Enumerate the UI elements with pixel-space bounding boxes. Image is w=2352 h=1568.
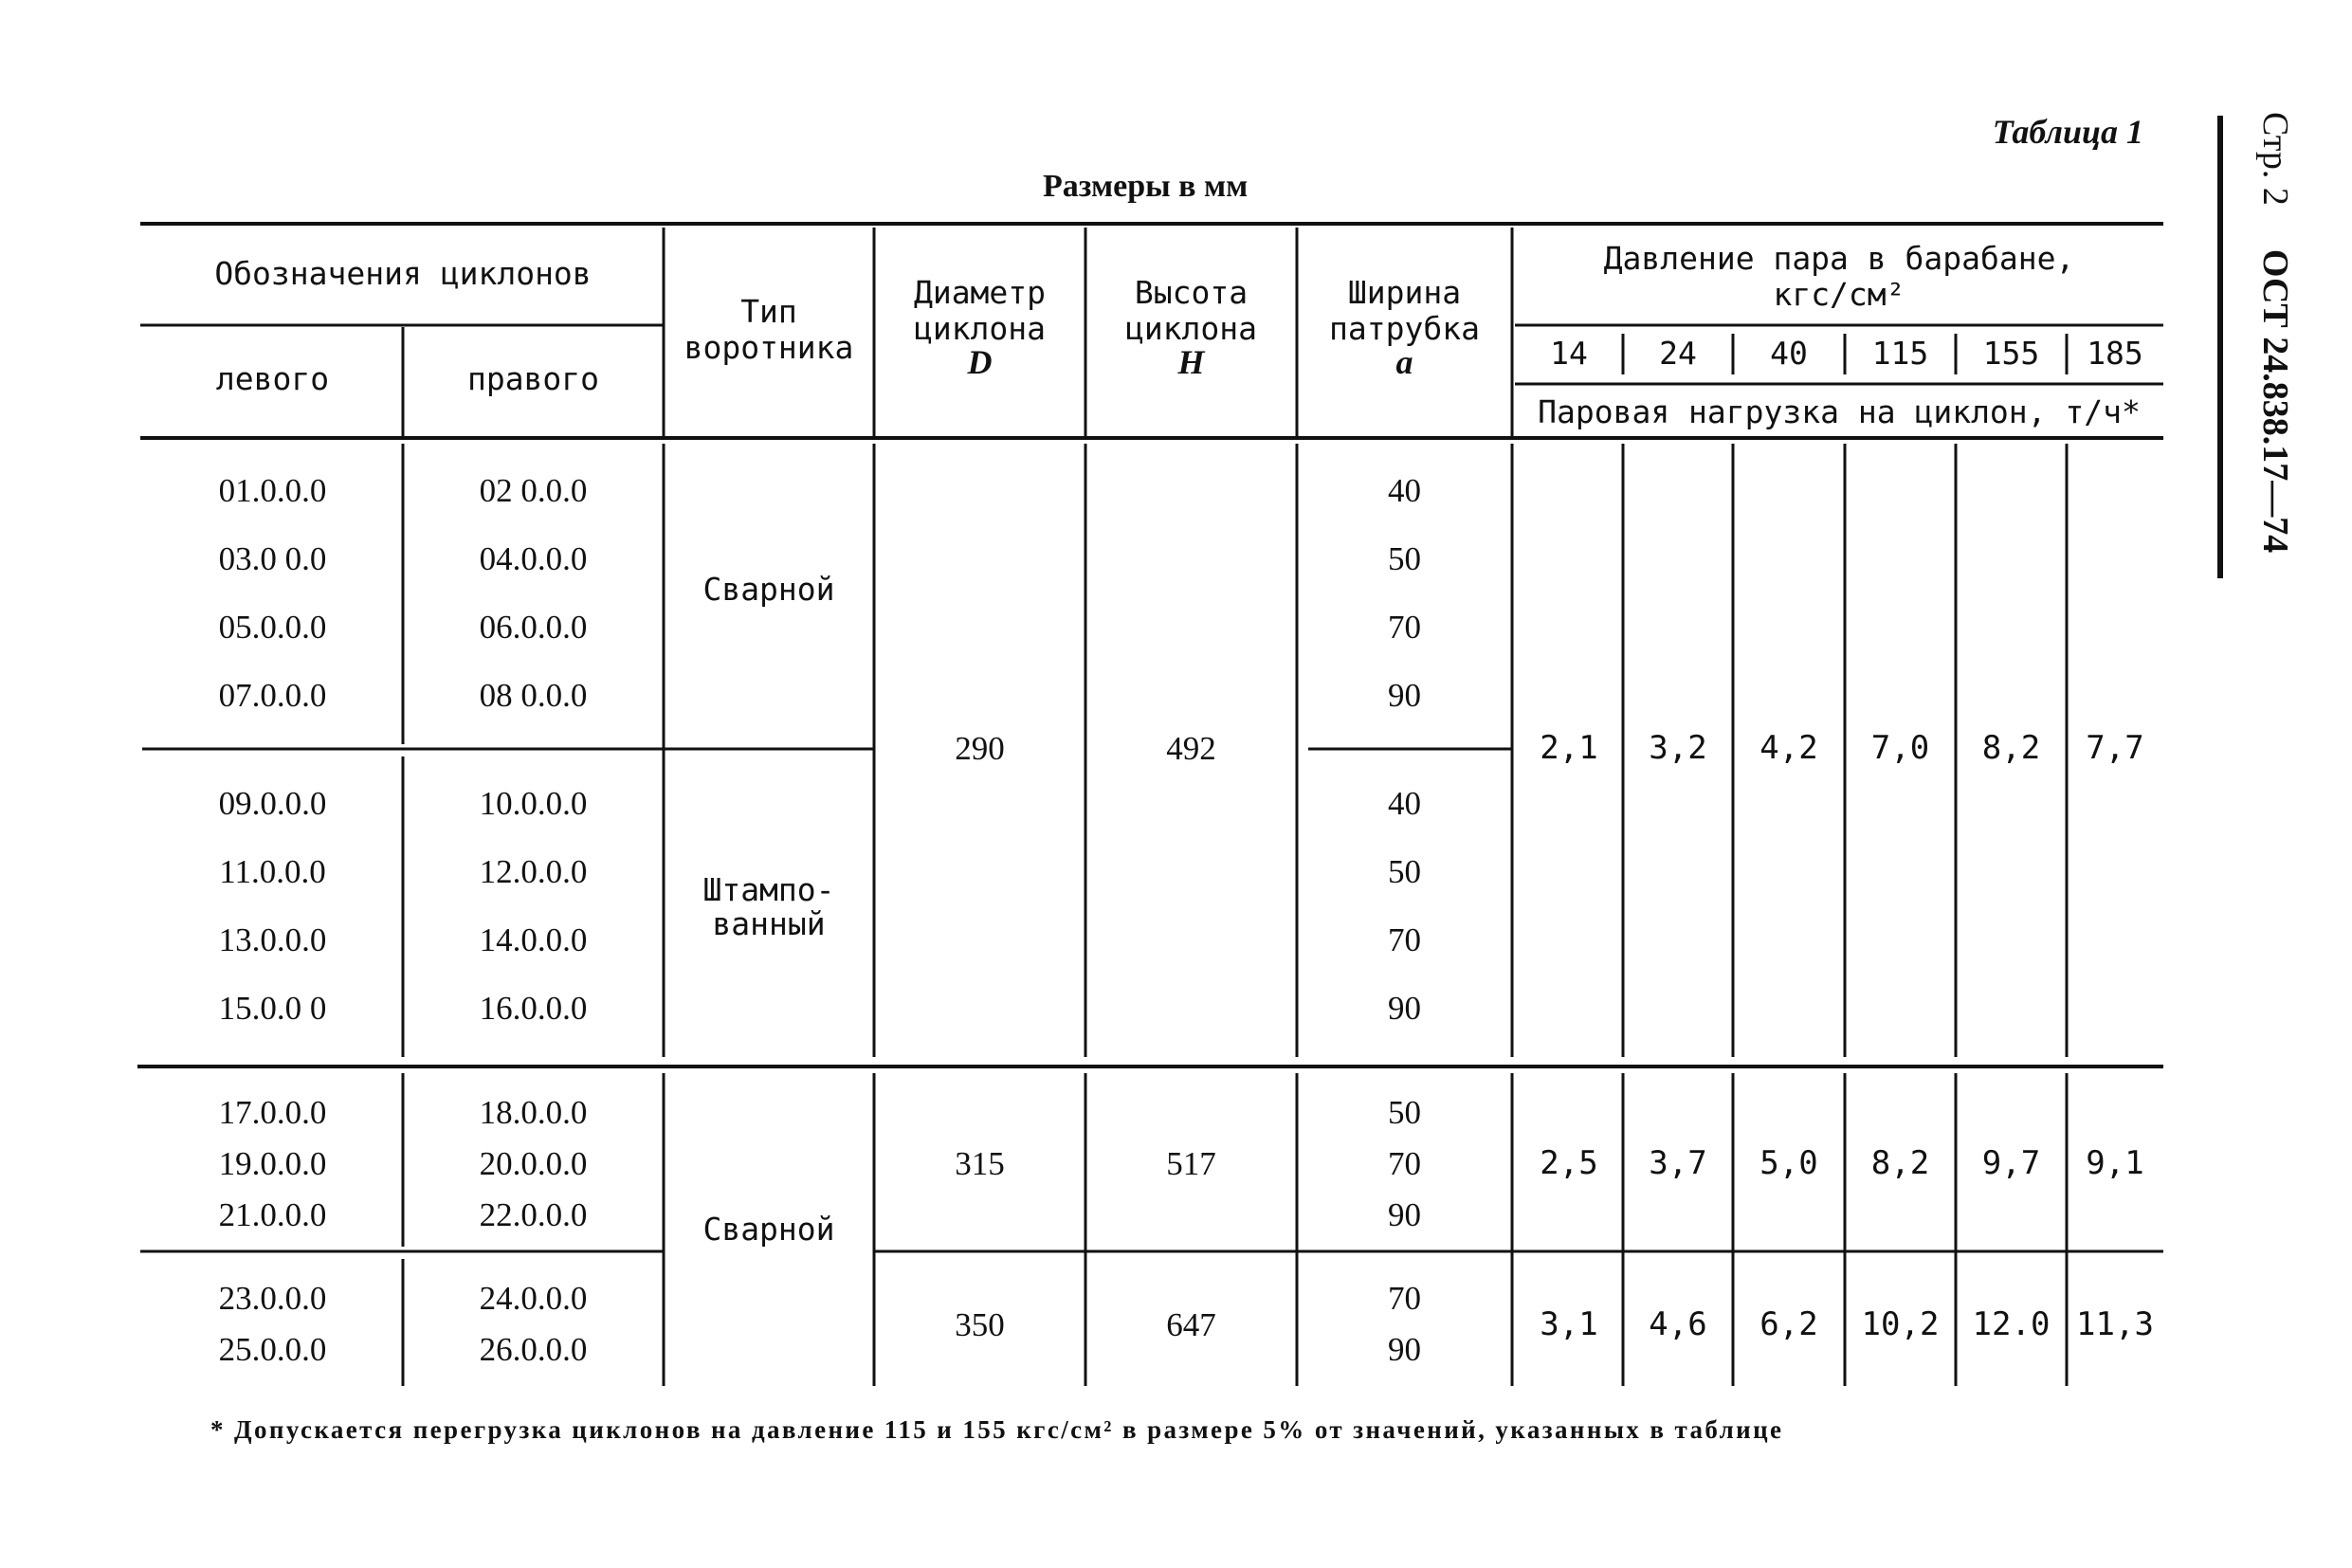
diameter-value: 290 <box>955 730 1005 767</box>
height-value: 492 <box>1166 730 1216 767</box>
right-designation: 06.0.0.0 <box>479 609 588 646</box>
collar-type: Сварной <box>702 571 835 608</box>
left-designation: 23.0.0.0 <box>218 1280 327 1317</box>
width-value: 70 <box>1388 609 1421 646</box>
left-designation: 15.0.0 0 <box>218 990 327 1027</box>
load-value: 10,2 <box>1861 1305 1940 1343</box>
diameter-value: 315 <box>955 1145 1005 1182</box>
left-designation: 13.0.0.0 <box>218 921 327 958</box>
right-designation: 26.0.0.0 <box>479 1331 588 1368</box>
left-designation: 03.0 0.0 <box>218 540 327 577</box>
header-designations: Обозначения циклонов <box>214 255 592 292</box>
width-value: 90 <box>1388 1331 1421 1368</box>
load-value: 5,0 <box>1759 1144 1818 1182</box>
width-value: 90 <box>1388 677 1421 714</box>
load-value: 7,7 <box>2086 729 2144 767</box>
width-value: 50 <box>1388 1094 1421 1131</box>
load-value: 8,2 <box>1981 729 2041 767</box>
right-designation: 10.0.0.0 <box>479 785 588 822</box>
pressure-24: 24 <box>1659 335 1697 372</box>
right-designation: 16.0.0.0 <box>479 990 588 1027</box>
left-designation: 09.0.0.0 <box>218 785 327 822</box>
width-value: 40 <box>1388 785 1421 822</box>
header-pressure-line1: Давление пара в барабане, <box>1603 240 2075 277</box>
left-designation: 17.0.0.0 <box>218 1094 327 1131</box>
width-value: 90 <box>1388 990 1421 1027</box>
right-designation: 18.0.0.0 <box>479 1094 588 1131</box>
table-caption: Таблица 1 <box>1992 113 2143 151</box>
header-height-line1: Высота <box>1134 274 1249 311</box>
header-diameter-symbol: D <box>967 343 993 381</box>
header-width-line1: Ширина <box>1347 274 1462 311</box>
width-value: 50 <box>1388 540 1421 577</box>
right-designation: 22.0.0.0 <box>479 1196 588 1233</box>
pressure-40: 40 <box>1770 335 1808 372</box>
right-designation: 08 0.0.0 <box>479 677 588 714</box>
left-designation: 07.0.0.0 <box>218 677 327 714</box>
right-designation: 14.0.0.0 <box>479 921 588 958</box>
header-diameter-line2: циклона <box>913 310 1047 347</box>
left-designation: 21.0.0.0 <box>218 1196 327 1233</box>
right-designation: 20.0.0.0 <box>479 1145 588 1182</box>
left-designation: 01.0.0.0 <box>218 472 327 509</box>
units-caption: Размеры в мм <box>1043 169 1249 204</box>
load-value: 7,0 <box>1870 729 1930 767</box>
header-width-line2: патрубка <box>1329 310 1480 347</box>
header-diameter-line1: Диаметр <box>913 274 1047 311</box>
load-value: 11,3 <box>2076 1305 2154 1343</box>
height-value: 517 <box>1166 1145 1216 1182</box>
left-designation: 05.0.0.0 <box>218 609 327 646</box>
header-width-symbol: a <box>1395 343 1413 381</box>
left-designation: 25.0.0.0 <box>218 1331 327 1368</box>
width-value: 50 <box>1388 853 1421 890</box>
header-left: левого <box>215 360 330 397</box>
width-value: 90 <box>1388 1196 1421 1233</box>
pressure-115: 115 <box>1871 335 1929 372</box>
load-value: 9,1 <box>2086 1144 2144 1182</box>
header-collar-line2: воротника <box>684 329 854 366</box>
left-designation: 19.0.0.0 <box>218 1145 327 1182</box>
load-value: 4,2 <box>1759 729 1818 767</box>
page-label: Стр. 2 <box>2255 112 2295 206</box>
load-value: 3,7 <box>1649 1144 1707 1182</box>
header-collar-line1: Тип <box>740 293 797 330</box>
width-value: 40 <box>1388 472 1421 509</box>
height-value: 647 <box>1166 1306 1216 1343</box>
right-designation: 12.0.0.0 <box>479 853 588 890</box>
collar-type: Сварной <box>702 1211 835 1248</box>
load-value: 3,1 <box>1540 1305 1598 1343</box>
width-value: 70 <box>1388 921 1421 958</box>
table-footnote: * Допускается перегрузка циклонов на давление 115 и 155 кгс/см² в размере 5% от значений, указанных в таблице <box>210 1415 1784 1444</box>
load-value: 2,5 <box>1540 1144 1598 1182</box>
left-designation: 11.0.0.0 <box>219 853 326 890</box>
header-height-symbol: H <box>1177 343 1205 381</box>
right-designation: 24.0.0.0 <box>479 1280 588 1317</box>
load-value: 9,7 <box>1981 1144 2041 1182</box>
header-right: правого <box>466 360 600 397</box>
header-pressure-line2: кгс/см² <box>1773 276 1905 313</box>
right-designation: 02 0.0.0 <box>479 472 588 509</box>
collar-type-line1: Штампо- <box>702 871 835 908</box>
pressure-185: 185 <box>2087 335 2143 372</box>
right-designation: 04.0.0.0 <box>479 540 588 577</box>
load-value: 8,2 <box>1870 1144 1930 1182</box>
load-value: 6,2 <box>1759 1305 1818 1343</box>
load-value: 3,2 <box>1649 729 1707 767</box>
pressure-14: 14 <box>1550 335 1588 372</box>
header-height-line2: циклона <box>1124 310 1258 347</box>
width-value: 70 <box>1388 1280 1421 1317</box>
width-value: 70 <box>1388 1145 1421 1182</box>
diameter-value: 350 <box>955 1306 1005 1343</box>
standard-number: ОСТ 24.838.17—74 <box>2255 248 2295 554</box>
load-value: 12.0 <box>1972 1305 2051 1343</box>
collar-type-line2: ванный <box>712 905 826 942</box>
load-value: 4,6 <box>1649 1305 1707 1343</box>
header-load: Паровая нагрузка на циклон, т/ч* <box>1538 393 2141 430</box>
load-value: 2,1 <box>1540 729 1598 767</box>
pressure-155: 155 <box>1982 335 2040 372</box>
